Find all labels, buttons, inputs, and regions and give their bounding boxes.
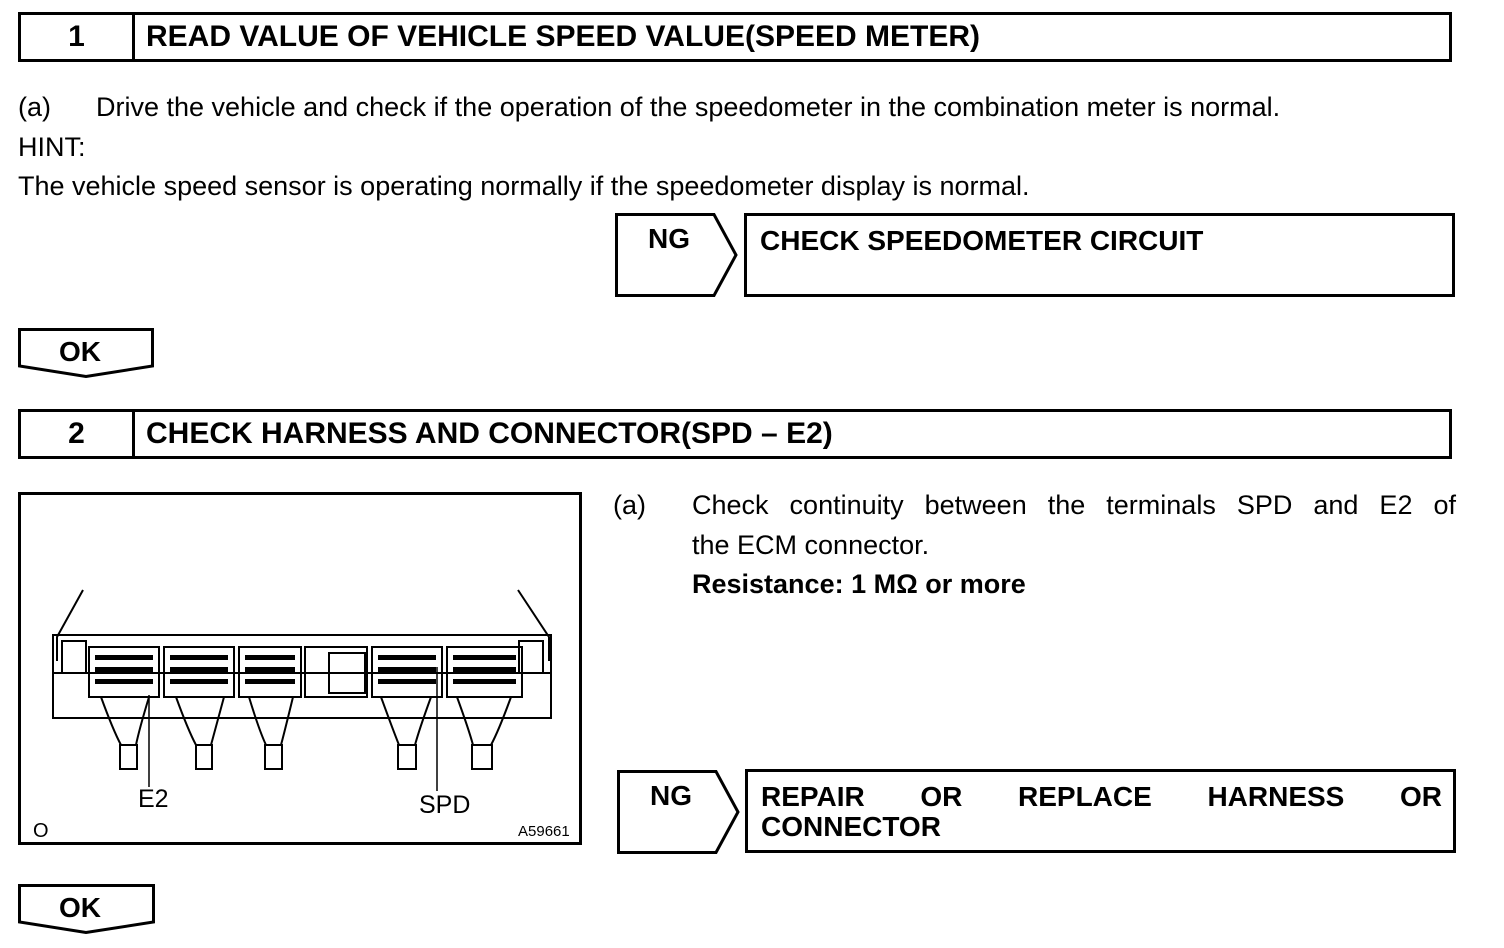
ng-action-word: REPLACE [1018, 781, 1152, 812]
ecm-connector-drawing [21, 495, 579, 842]
ng-action-word: OR [920, 781, 963, 812]
step2-ng-action-box [745, 769, 1456, 853]
step1-instruction-label: (a) [18, 92, 51, 122]
step2-instruction-label: (a) [613, 490, 646, 520]
step1-hint-text: The vehicle speed sensor is operating normally if the speedometer display is normal. [18, 171, 1030, 201]
figure-code: A59661 [518, 823, 570, 840]
step1-title: READ VALUE OF VEHICLE SPEED VALUE(SPEED METER) [146, 20, 980, 53]
step1-ok-label: OK [59, 336, 101, 367]
step2-ng-label: NG [650, 780, 692, 811]
step2-ok-label: OK [59, 892, 101, 923]
step1-ng-label: NG [648, 223, 690, 254]
ecm-connector-figure [18, 492, 582, 845]
step2-instruction-line2: the ECM connector. [692, 530, 930, 560]
step2-ng-arrow [617, 770, 741, 854]
ng-action-word: HARNESS [1207, 781, 1345, 812]
step2-title: CHECK HARNESS AND CONNECTOR(SPD – E2) [146, 417, 833, 450]
ng-action-word: REPAIR [761, 781, 865, 812]
step2-ng-action-line2: CONNECTOR [761, 811, 941, 842]
step1-instruction-text: Drive the vehicle and check if the operation of the speedometer in the combination meter is normal. [96, 92, 1281, 122]
step2-header [18, 409, 1452, 459]
step2-resistance-spec: Resistance: 1 MΩ or more [692, 569, 1026, 599]
step2-ng-action-line1 [761, 781, 1442, 813]
e2-terminal-label: E2 [138, 785, 169, 813]
ng-action-word: OR [1400, 781, 1442, 812]
step1-header [18, 12, 1452, 62]
step1-ok-arrow [18, 328, 154, 378]
spd-terminal-label: SPD [419, 791, 471, 819]
step2-ok-arrow [18, 884, 155, 934]
step2-number: 2 [21, 412, 135, 456]
step1-ng-action-box [744, 213, 1455, 297]
figure-corner-mark: O [33, 820, 49, 842]
step1-hint-label: HINT: [18, 132, 86, 162]
step1-number: 1 [21, 15, 135, 59]
step2-instruction-line1: Check continuity between the terminals SPD and E2 of [692, 490, 1456, 520]
step1-ng-arrow [615, 213, 739, 297]
step1-ng-action: CHECK SPEEDOMETER CIRCUIT [760, 225, 1204, 256]
